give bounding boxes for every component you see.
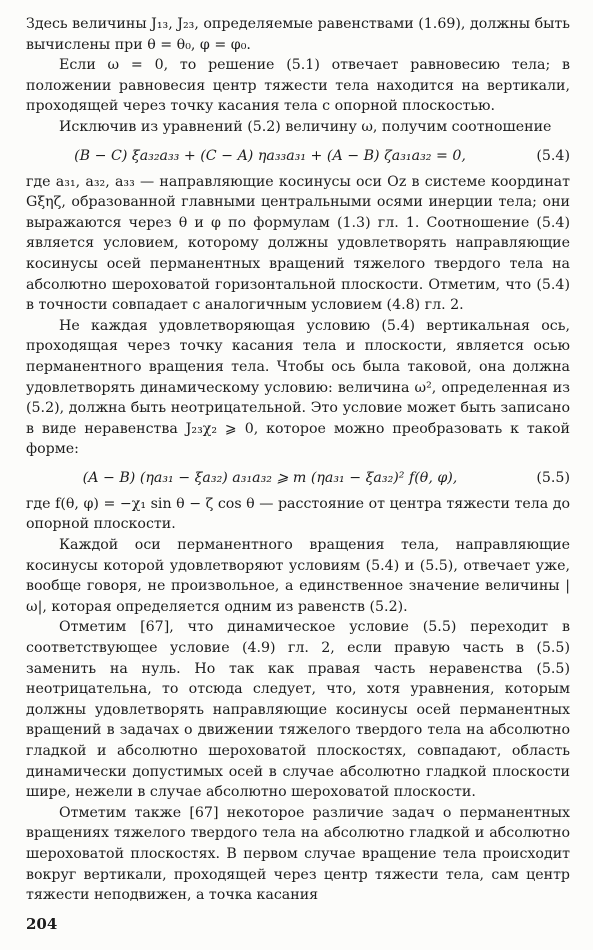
paragraph-9: Отметим также [67] некоторое различие задач о перманентных вращениях тяжелого твердого тела на абсолютно гладкой и абсолютно шероховатой плоскостях. В первом случае вращение тела происходит вокруг вертикали, проходящей через центр тяжести тела, сам центр тяжести неподвижен, а точка касания [26, 804, 570, 904]
page-text [26, 14, 570, 906]
paragraph-5: Не каждая удовлетворяющая условию (5.4) вертикальная ось, проходящая через точку касания тела и плоскости, является осью перманентного вращения тела. Чтобы ось была таковой, она должна удовлетворять динамическому условию: величина ω², определенная из (5.2), должна быть неотрицательной. Это условие может быть записано в виде неравенства J₂₃χ₂ ⩾ 0, которое можно преобразовать к такой форме: [26, 317, 570, 458]
page-number: 204 [26, 915, 58, 933]
paragraph-1: Здесь величины J₁₃, J₂₃, определяемые равенствами (1.69), должны быть вычислены при θ = θ₀, φ = φ₀. [26, 16, 570, 53]
paragraph-4: где a₃₁, a₃₂, a₃₃ — направляющие косинусы оси Oz в системе координат Gξηζ, образованной главными центральными осями инерции тела; они выражаются через θ и φ по формулам (1.3) гл. 1. Соотношение (5.4) является условием, которому должны удовлетворять направляющие косинусы осей перманентных вращений тяжелого твердого тела на абсолютно шероховатой горизонтальной плоскости. Отметим, что (5.4) в точности совпадает с аналогичным условием (4.8) гл. 2. [26, 173, 570, 314]
equation-5-4-number: (5.4) [536, 147, 570, 164]
paragraph-8: Отметим [67], что динамическое условие (5.5) переходит в соответствующее условие (4.9) гл. 2, если правую часть в (5.5) заменить на нуль. Но так как правая часть неравенства (5.5) неотрицательна, то отсюда следует, что, хотя уравнения, которым должны удовлетворять направляющие косинусы осей перманентных вращений в задачах о движении тяжелого твердого тела на абсолютно гладкой и абсолютно шероховатой плоскостях, совпадают, область динамически допустимых осей в случае абсолютно гладкой плоскости шире, нежели в случае абсолютно шероховатой плоскости. [26, 619, 570, 801]
equation-5-5 [26, 466, 570, 490]
paragraph-2: Если ω = 0, то решение (5.1) отвечает равновесию тела; в положении равновесия центр тяжести тела находится на вертикали, проходящей через точку касания тела с опорной плоскостью. [26, 57, 570, 115]
equation-5-4 [26, 144, 570, 168]
equation-5-5-body: (A − B) (ηa₃₁ − ξa₃₂) a₃₁a₃₂ ⩾ m (ηa₃₁ − ξa₃₂)² f(θ, φ), [82, 469, 458, 486]
equation-5-5-number: (5.5) [536, 469, 570, 486]
paragraph-7: Каждой оси перманентного вращения тела, направляющие косинусы которой удовлетворяют условиям (5.4) и (5.5), отвечает уже, вообще говоря, не произвольное, а единственное значение величины |ω|, которая определяется одним из равенств (5.2). [26, 537, 570, 615]
paragraph-6: где f(θ, φ) = −χ₁ sin θ − ζ cos θ — расстояние от центра тяжести тела до опорной плоскости. [26, 495, 570, 533]
equation-5-4-body: (B − C) ξa₃₂a₃₃ + (C − A) ηa₃₃a₃₁ + (A − B) ζa₃₁a₃₂ = 0, [74, 147, 466, 164]
paragraph-3: Исключив из уравнений (5.2) величину ω, получим соотношение [59, 118, 552, 135]
